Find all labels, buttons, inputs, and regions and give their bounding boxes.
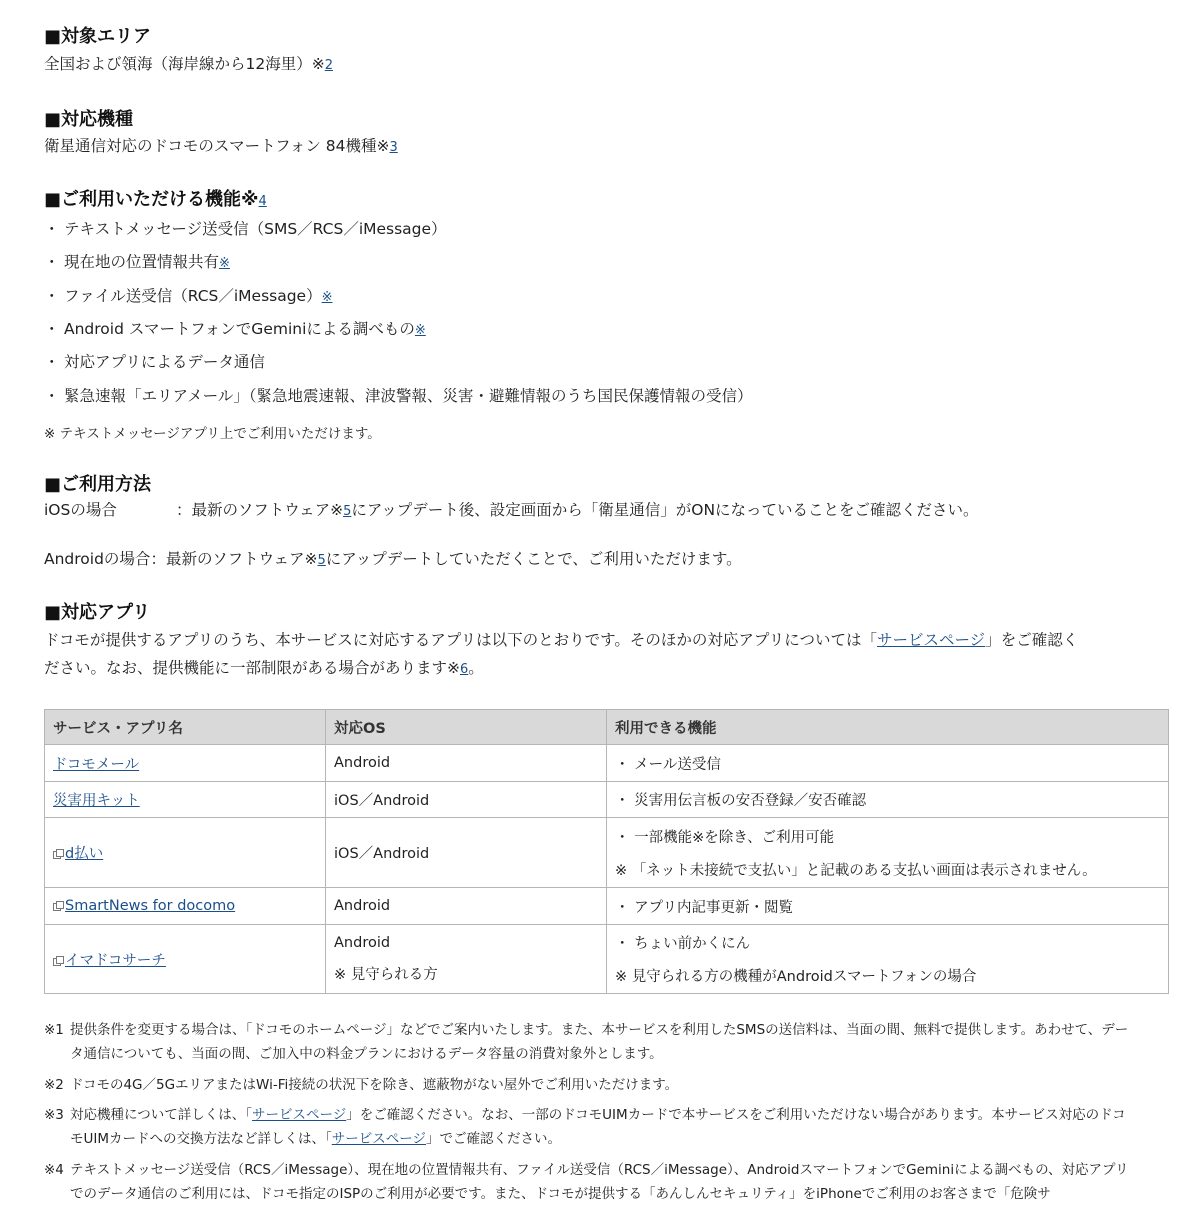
- service-page-link[interactable]: サービスページ: [331, 1131, 426, 1147]
- table-header-row: [45, 710, 1169, 745]
- feature-item: ・ ファイル送受信（RCS／iMessage）※: [44, 287, 333, 305]
- apps-intro-line2: ださい。なお、提供機能に一部制限がある場合があります※6。: [44, 659, 484, 677]
- apps-ref-link[interactable]: 6: [460, 662, 469, 677]
- usage-android-ref-link[interactable]: 5: [317, 553, 326, 568]
- features-footnote: ※ テキストメッセージアプリ上でご利用いただけます。: [44, 426, 381, 442]
- apps-heading: ■対応アプリ: [44, 602, 151, 623]
- feature-item: ・ 緊急速報「エリアメール」（緊急地震速報、津波警報、災害・避難情報のうち国民保護情報の受信）: [44, 387, 753, 405]
- feature-item: ・ 現在地の位置情報共有※: [44, 253, 230, 271]
- apps-intro-line1: ドコモが提供するアプリのうち、本サービスに対応するアプリは以下のとおりです。そのほかの対応アプリについては「サービスページ」をご確認く: [44, 631, 1079, 649]
- area-ref-link[interactable]: 2: [324, 58, 333, 73]
- footnote-3: ※3 対応機種について詳しくは、「サービスページ」をご確認ください。なお、一部のドコモUIMカードで本サービスをご利用いただけない場合があります。本サービス対応のドコモUIMカードへの交換方法など詳しくは、「サービスページ」でご確認ください。: [44, 1107, 1126, 1147]
- app-link-d-barai[interactable]: d払い: [65, 846, 104, 862]
- area-text: 全国および領海（海岸線から12海里）※2: [44, 55, 333, 73]
- devices-heading: ■対応機種: [44, 109, 134, 130]
- service-page-link[interactable]: サービスページ: [251, 1107, 347, 1123]
- service-page-link[interactable]: サービスページ: [876, 631, 986, 649]
- app-link-disaster-kit[interactable]: 災害用キット: [53, 793, 140, 809]
- area-heading: ■対象エリア: [44, 26, 152, 47]
- footnote-2: ※2 ドコモの4G／5GエリアまたはWi-Fi接続の状況下を除き、遮蔽物がない屋外でご利用いただけます。: [44, 1077, 679, 1093]
- app-link-imadoko-search[interactable]: イマドコサーチ: [65, 952, 166, 969]
- app-link-smartnews[interactable]: SmartNews for docomo: [65, 898, 236, 914]
- devices-text: 衛星通信対応のドコモのスマートフォン 84機種※3: [44, 137, 398, 155]
- features-heading: ■ご利用いただける機能※4: [44, 189, 267, 210]
- devices-ref-link[interactable]: 3: [389, 140, 398, 155]
- usage-heading: ■ご利用方法: [44, 474, 152, 495]
- feature-note-link[interactable]: ※: [414, 323, 426, 338]
- col-header-name: サービス・アプリ名: [45, 710, 326, 745]
- table-row: ドコモメール Android ・ メール送受信: [45, 745, 1169, 782]
- col-header-features: 利用できる機能: [607, 710, 1169, 745]
- usage-ios-ref-link[interactable]: 5: [343, 504, 352, 519]
- feature-item: ・ 対応アプリによるデータ通信: [44, 353, 265, 371]
- feature-note-link[interactable]: ※: [321, 290, 333, 305]
- external-link-icon: [53, 956, 63, 965]
- features-ref-link[interactable]: 4: [258, 194, 267, 209]
- col-header-os: 対応OS: [326, 710, 607, 745]
- app-link-docomo-mail[interactable]: ドコモメール: [53, 756, 140, 773]
- feature-note-link[interactable]: ※: [219, 256, 230, 271]
- footnote-1: ※1 提供条件を変更する場合は、「ドコモのホームページ」などでご案内いたします。また、本サービスを利用したSMSの送信料は、当面の間、無料で提供します。あわせて、データ通信についても、当面の間、ご加入中の料金プランにおけるデータ容量の消費対象外とします。: [44, 1022, 1129, 1062]
- feature-item: ・ テキストメッセージ送受信（SMS／RCS／iMessage）: [44, 220, 447, 238]
- footnote-4: ※4 テキストメッセージ送受信（RCS／iMessage）、現在地の位置情報共有、ファイル送受信（RCS／iMessage）、AndroidスマートフォンでGeminiによる調べもの、対応アプリでのデータ通信のご利用には、ドコモ指定のISPのご利用が必要です。また、ドコモが提供する「あんしんセキュリティ」をiPhoneでご利用のお客さまで「危険サ: [44, 1162, 1129, 1202]
- feature-item: ・ Android スマートフォンでGeminiによる調べもの※: [44, 320, 426, 338]
- usage-ios: iOSの場合 ：最新のソフトウェア※5にアップデート後、設定画面から「衛星通信」がONになっていることをご確認ください。: [44, 501, 979, 519]
- table-row: 災害用キット iOS／Android ・ 災害用伝言板の安否登録／安否確認: [45, 782, 1169, 818]
- apps-table: [44, 709, 1169, 994]
- external-link-icon: [53, 849, 63, 858]
- table-row: SmartNews for docomo Android ・ アプリ内記事更新・閲覧: [45, 888, 1169, 925]
- table-row: イマドコサーチ Android ※ 見守られる方 ・ ちょい前かくにん ※ 見守られる方の機種がAndroidスマートフォンの場合: [45, 925, 1169, 994]
- usage-android: Androidの場合：最新のソフトウェア※5にアップデートしていただくことで、ご利用いただけます。: [44, 550, 742, 568]
- external-link-icon: [53, 901, 63, 910]
- table-row: d払い iOS／Android ・ 一部機能※を除き、ご利用可能 ※ 「ネット未接続で支払い」と記載のある支払い画面は表示されません。: [45, 818, 1169, 888]
